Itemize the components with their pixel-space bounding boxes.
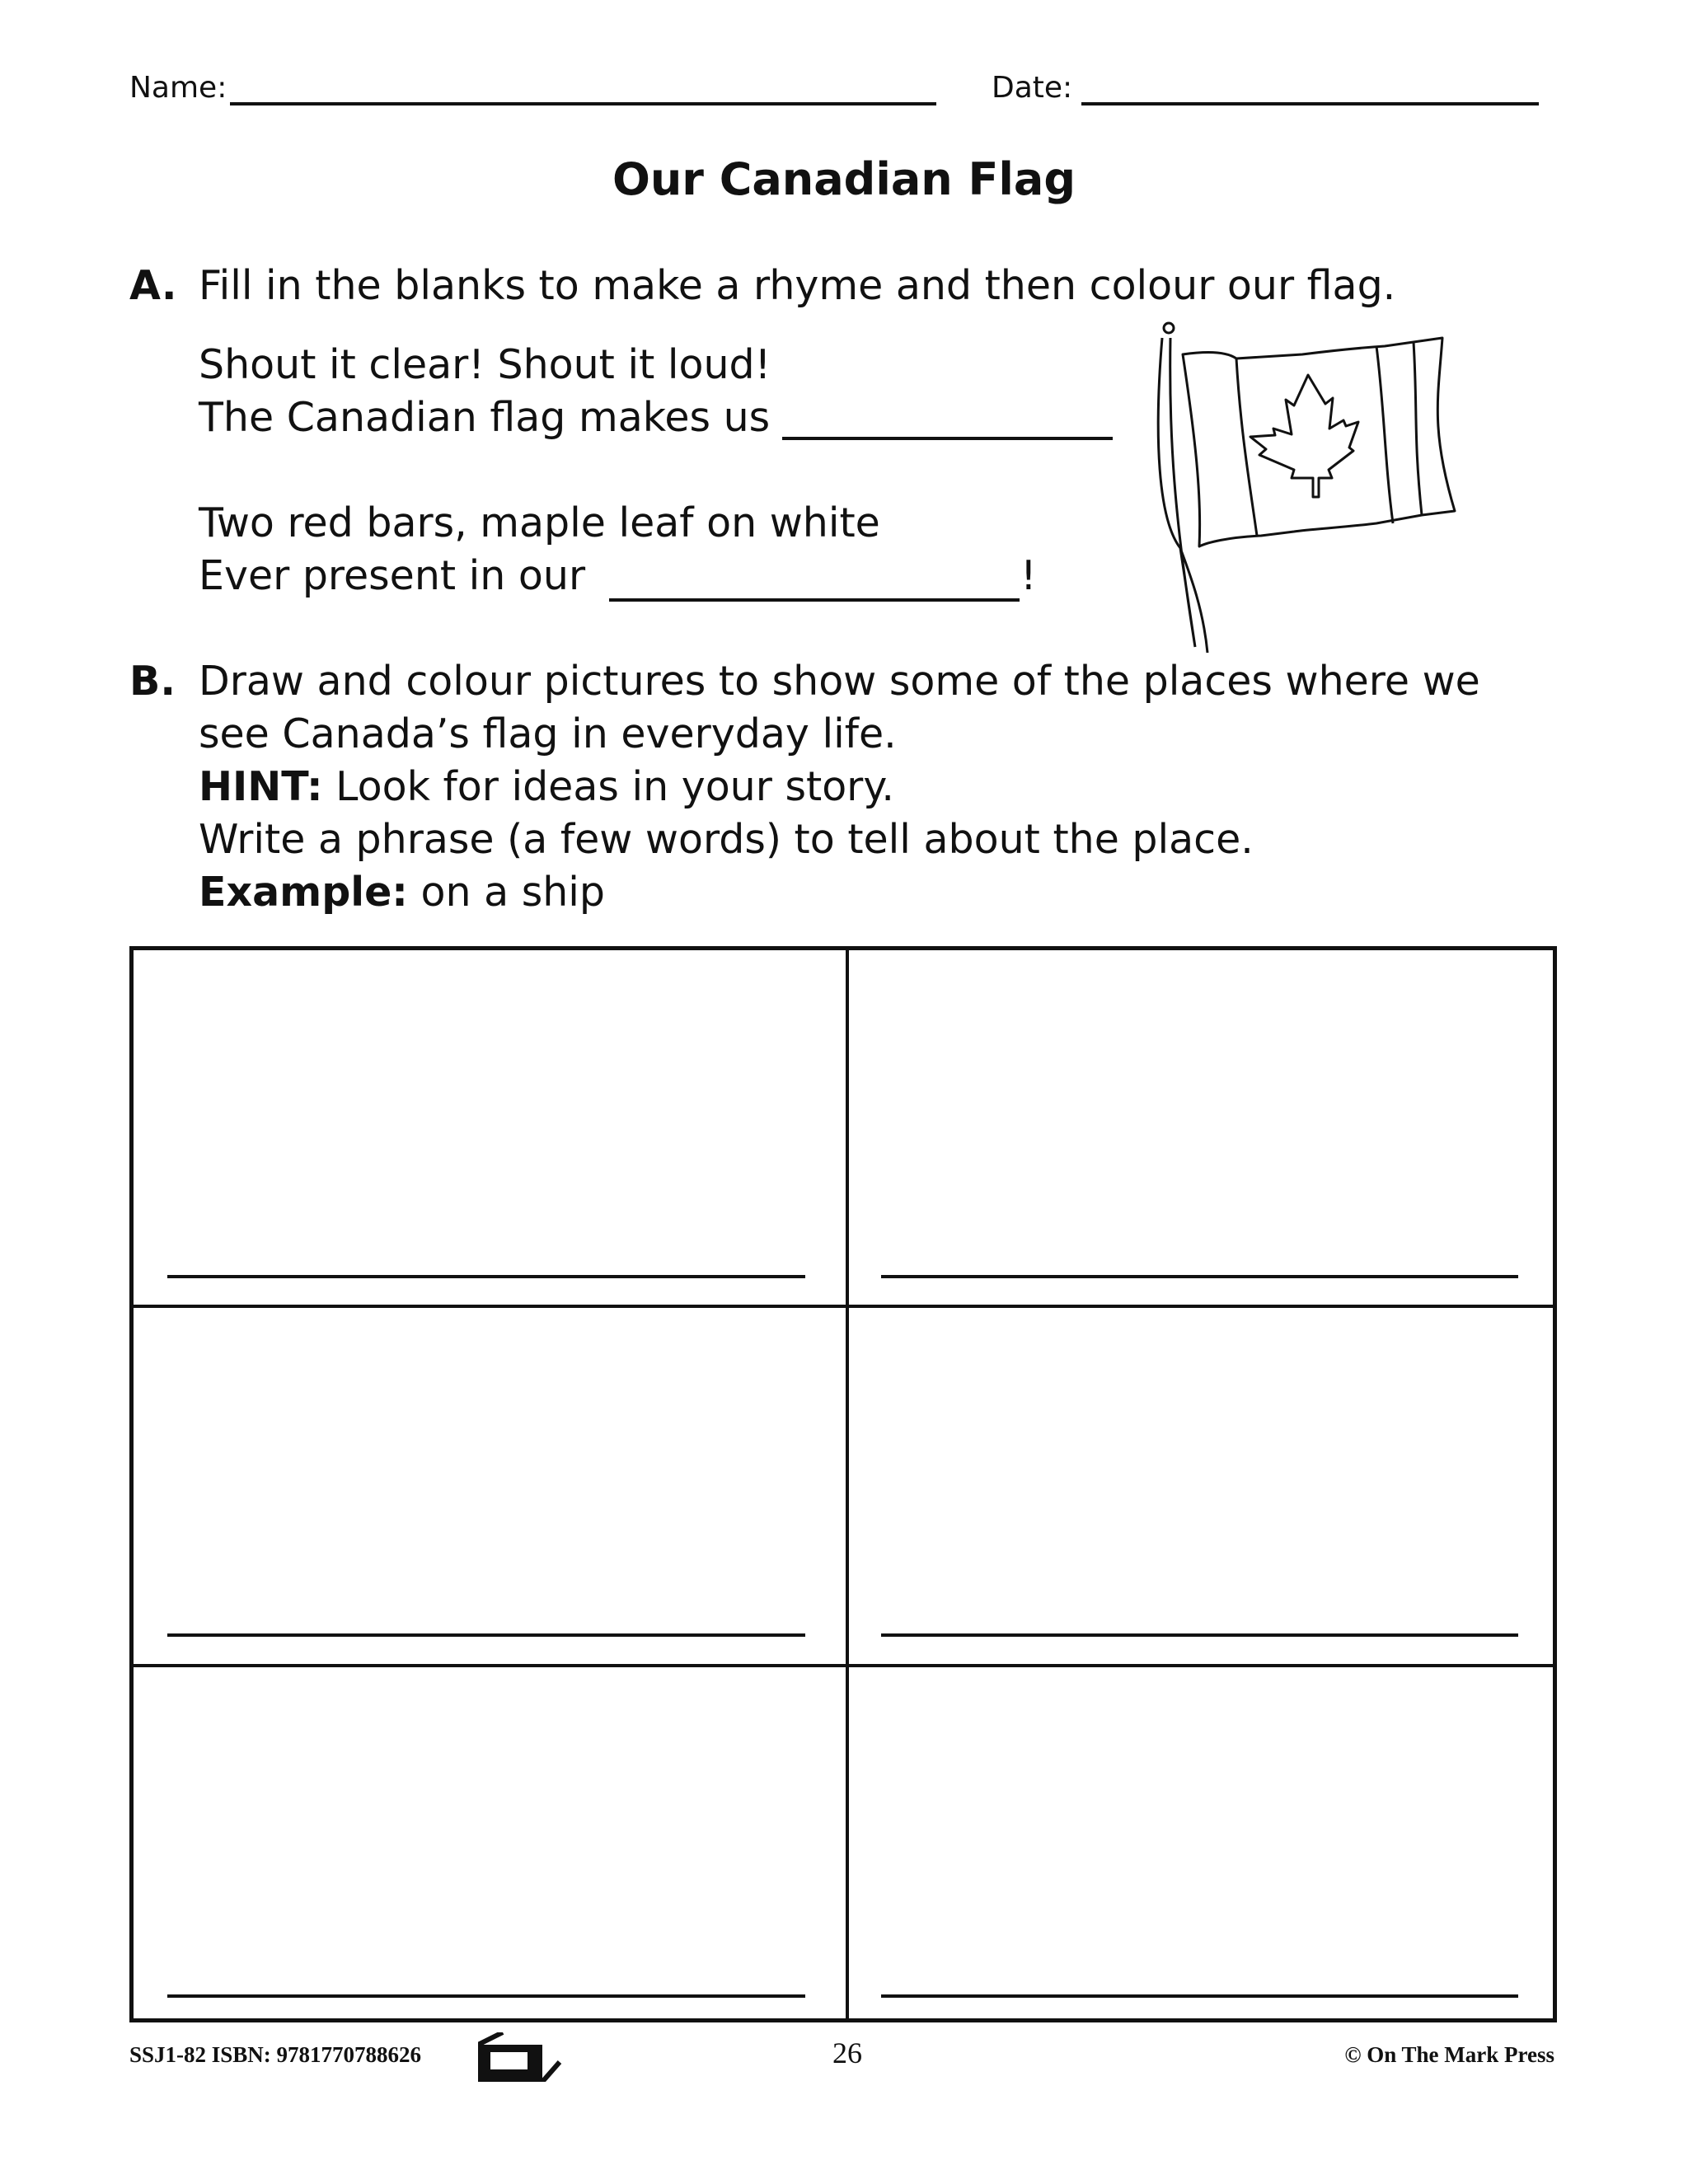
- poem-line-3: Two red bars, maple leaf on white: [199, 499, 880, 546]
- example-line: [199, 869, 605, 916]
- hint-text: Look for ideas in your story.: [322, 763, 894, 810]
- copyright: © On The Mark Press: [1344, 2042, 1554, 2067]
- page-number: 26: [832, 2036, 862, 2069]
- poem-end-punct: !: [1020, 552, 1037, 599]
- grid-divider-row-2: [134, 1664, 1553, 1667]
- hint-line: [199, 763, 894, 810]
- footer-code: SSJ1-82 ISBN: 9781770788626: [129, 2042, 422, 2067]
- name-field[interactable]: [230, 102, 936, 105]
- grid-divider-row-1: [134, 1305, 1553, 1308]
- blank-2[interactable]: [609, 598, 1020, 602]
- section-a-label: A.: [129, 262, 177, 309]
- phrase-instruction: Write a phrase (a few words) to tell about the place.: [199, 816, 1254, 863]
- poem-line-2: The Canadian flag makes us: [199, 394, 771, 441]
- caption-line-2[interactable]: [881, 1275, 1518, 1278]
- date-label: Date:: [992, 71, 1073, 105]
- caption-line-1[interactable]: [167, 1275, 805, 1278]
- caption-line-4[interactable]: [881, 1633, 1518, 1637]
- section-b-label: B.: [129, 658, 176, 705]
- grid-divider-vertical: [846, 950, 849, 2018]
- page-title: Our Canadian Flag: [612, 153, 1076, 205]
- caption-line-5[interactable]: [167, 1994, 805, 1998]
- section-a-instruction: Fill in the blanks to make a rhyme and then colour our flag.: [199, 262, 1396, 309]
- poem-line-1: Shout it clear! Shout it loud!: [199, 341, 771, 388]
- section-b-line-2: see Canada’s flag in everyday life.: [199, 710, 897, 757]
- blank-1[interactable]: [782, 437, 1113, 440]
- hint-label: HINT:: [199, 763, 323, 810]
- caption-line-6[interactable]: [881, 1994, 1518, 1998]
- caption-line-3[interactable]: [167, 1633, 805, 1637]
- example-text: on a ship: [407, 869, 605, 916]
- date-field[interactable]: [1081, 102, 1539, 105]
- section-b-line-1: Draw and colour pictures to show some of the places where we: [199, 658, 1480, 705]
- canadian-flag-illustration: [1137, 313, 1484, 659]
- poem-line-4: Ever present in our: [199, 552, 586, 599]
- photocopier-icon: [478, 2032, 577, 2082]
- drawing-grid: [129, 946, 1557, 2022]
- name-label: Name:: [129, 71, 227, 105]
- example-label: Example:: [199, 869, 408, 916]
